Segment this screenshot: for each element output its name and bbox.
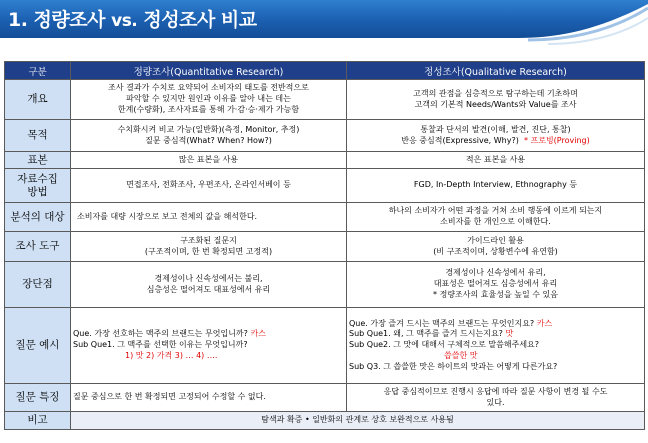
example-quant-sub: Sub Que1. 그 맥주를 선택한 이유는 무엇입니까? <box>73 340 248 350</box>
overview-quant-line: 파악할 수 있지만 원인과 이유를 알아 내는 데는 <box>126 94 291 104</box>
proscons-quant <box>71 262 347 308</box>
overview-quant-line: 조사 결과가 수치로 요약되어 소비자의 태도를 전반적으로 <box>108 83 309 93</box>
tool-qual-line: (비 구조적이며, 상황변수에 유연함) <box>433 246 558 256</box>
proscons-qual-line: 경제성이나 신속성에서 유리, <box>445 268 546 278</box>
sample-qual: 적은 표본을 사용 <box>347 152 645 169</box>
table-row <box>5 308 645 384</box>
example-qual-sub1-answer: 맛 <box>505 329 514 339</box>
title-suffix: 정성조사 비교 <box>143 9 257 31</box>
feature-qual-line: 있다. <box>486 397 505 407</box>
row-label-target: 분석의 대상 <box>5 203 71 232</box>
purpose-qual-line: 통찰과 단서의 발견(이해, 발견, 진단, 통찰) <box>420 124 571 134</box>
example-quant-q: Que. 가장 선호하는 맥주의 브랜드는 무엇입니까? <box>73 329 248 339</box>
table-row <box>5 262 645 308</box>
title-vs: vs. <box>111 11 138 31</box>
example-qual-question <box>349 319 642 330</box>
example-quant-question <box>73 329 344 340</box>
proscons-qual <box>347 262 645 308</box>
tool-qual-line: 가이드라인 활용 <box>467 235 524 245</box>
tool-quant-line: (구조적이며, 한 번 확정되면 고정적) <box>144 246 273 256</box>
tool-qual <box>347 232 645 262</box>
example-quant-answer: 카스 <box>250 329 266 339</box>
row-label-sample: 표본 <box>5 152 71 169</box>
table-row <box>5 80 645 120</box>
example-qual <box>347 308 645 384</box>
target-qual-line: 소비자를 한 개인으로 이해한다. <box>440 217 551 226</box>
proscons-qual-line: * 정량조사의 효율성을 높일 수 있음 <box>433 289 558 299</box>
target-qual-line: 하나의 소비자가 어떤 과정을 거쳐 소비 행동에 이르게 되는지 <box>388 206 603 216</box>
table-row <box>5 152 645 169</box>
comparison-table <box>4 61 645 430</box>
row-label-proscons: 장단점 <box>5 262 71 308</box>
example-qual-sub1-text: Sub Que1. 왜, 그 맥주를 즐겨 드시는지요? <box>349 329 503 339</box>
collection-label-line: 방법 <box>27 185 48 198</box>
target-qual <box>347 203 645 232</box>
header-category: 구분 <box>5 62 71 80</box>
purpose-qual-text: 반응 중심적(Expressive, Why?) <box>401 135 519 145</box>
example-qual-sub2-answer: 씁쓸한 맛 <box>444 350 478 360</box>
overview-qual-line: 고객의 관점을 심층적으로 탐구하는데 기초하며 <box>413 88 578 98</box>
proscons-qual-line: 대표성은 떨어져도 심층성에서 유리 <box>433 279 558 289</box>
slide-title <box>8 5 257 32</box>
table-row <box>5 169 645 203</box>
example-quant <box>71 308 347 384</box>
row-label-tool: 조사 도구 <box>5 232 71 262</box>
purpose-quant <box>71 120 347 152</box>
example-qual-sub2: Sub Que2. 그 맛에 대해서 구체적으로 말씀해주세요? <box>349 340 540 350</box>
target-quant: 소비자를 대량 시장으로 보고 전체의 값을 해석한다. <box>71 203 347 232</box>
overview-qual <box>347 80 645 120</box>
example-qual-sub1 <box>349 329 642 340</box>
table-row <box>5 203 645 232</box>
overview-quant-line: 한계(수량화), 조사자료를 통해 가·감·승·제가 가능함 <box>117 104 300 114</box>
row-label-overview: 개요 <box>5 80 71 120</box>
decorative-swoosh-icon <box>518 0 648 52</box>
purpose-qual-note: * 프로빙(Proving) <box>523 135 590 145</box>
row-label-collection <box>5 169 71 203</box>
table-row <box>5 384 645 412</box>
example-qual-q: Que. 가장 즐겨 드시는 맥주의 브랜드는 무엇인지요? <box>349 318 535 328</box>
overview-qual-line: 고객의 기본적 Needs/Wants와 Value를 조사 <box>414 99 577 109</box>
feature-qual <box>347 384 645 412</box>
collection-qual: FGD, In-Depth Interview, Ethnography 등 <box>347 169 645 203</box>
purpose-quant-line: 수치화시켜 비교 가능(일반화)(측정, Monitor, 추정) <box>117 124 300 134</box>
table-header-row <box>5 62 645 80</box>
collection-label-line: 자료수집 <box>17 172 58 185</box>
sample-quant: 많은 표본을 사용 <box>71 152 347 169</box>
row-label-remark: 비고 <box>5 412 71 430</box>
example-qual-sub3: Sub Q3. 그 씁쓸한 맛은 하이트의 맛과는 어떻게 다른가요? <box>349 361 558 371</box>
header-qualitative: 정성조사(Qualitative Research) <box>347 62 645 80</box>
proscons-quant-line: 심층성은 떨어져도 대표성에서 유리 <box>146 284 271 294</box>
table-row <box>5 120 645 152</box>
purpose-qual <box>347 120 645 152</box>
tool-quant-line: 구조화된 질문지 <box>180 235 237 245</box>
table-row <box>5 412 645 430</box>
purpose-quant-line: 질문 중심적(What? When? How?) <box>145 135 272 145</box>
table-row <box>5 232 645 262</box>
feature-quant: 질문 중심으로 한 번 확정되면 고정되어 수정할 수 없다. <box>71 384 347 412</box>
overview-quant <box>71 80 347 120</box>
header-quantitative: 정량조사(Quantitative Research) <box>71 62 347 80</box>
tool-quant <box>71 232 347 262</box>
row-label-purpose: 목적 <box>5 120 71 152</box>
feature-qual-line: 응답 중심적이므로 진행시 응답에 따라 질문 사항이 변경 될 수도 <box>383 386 608 396</box>
example-qual-answer: 카스 <box>536 318 553 328</box>
row-label-feature: 질문 특징 <box>5 384 71 412</box>
remark-text: 탐색과 확증 • 일반화의 관계로 상호 보완적으로 사용됨 <box>71 412 645 430</box>
collection-quant: 면접조사, 전화조사, 우편조사, 온라인서베이 등 <box>71 169 347 203</box>
purpose-qual-line2 <box>349 136 642 147</box>
example-quant-options: 1) 맛 2) 가격 3) … 4) …. <box>125 350 218 360</box>
title-prefix: 1. 정량조사 <box>8 9 105 31</box>
row-label-example: 질문 예시 <box>5 308 71 384</box>
proscons-quant-line: 경제성이나 신속성에서는 불리, <box>154 273 263 283</box>
